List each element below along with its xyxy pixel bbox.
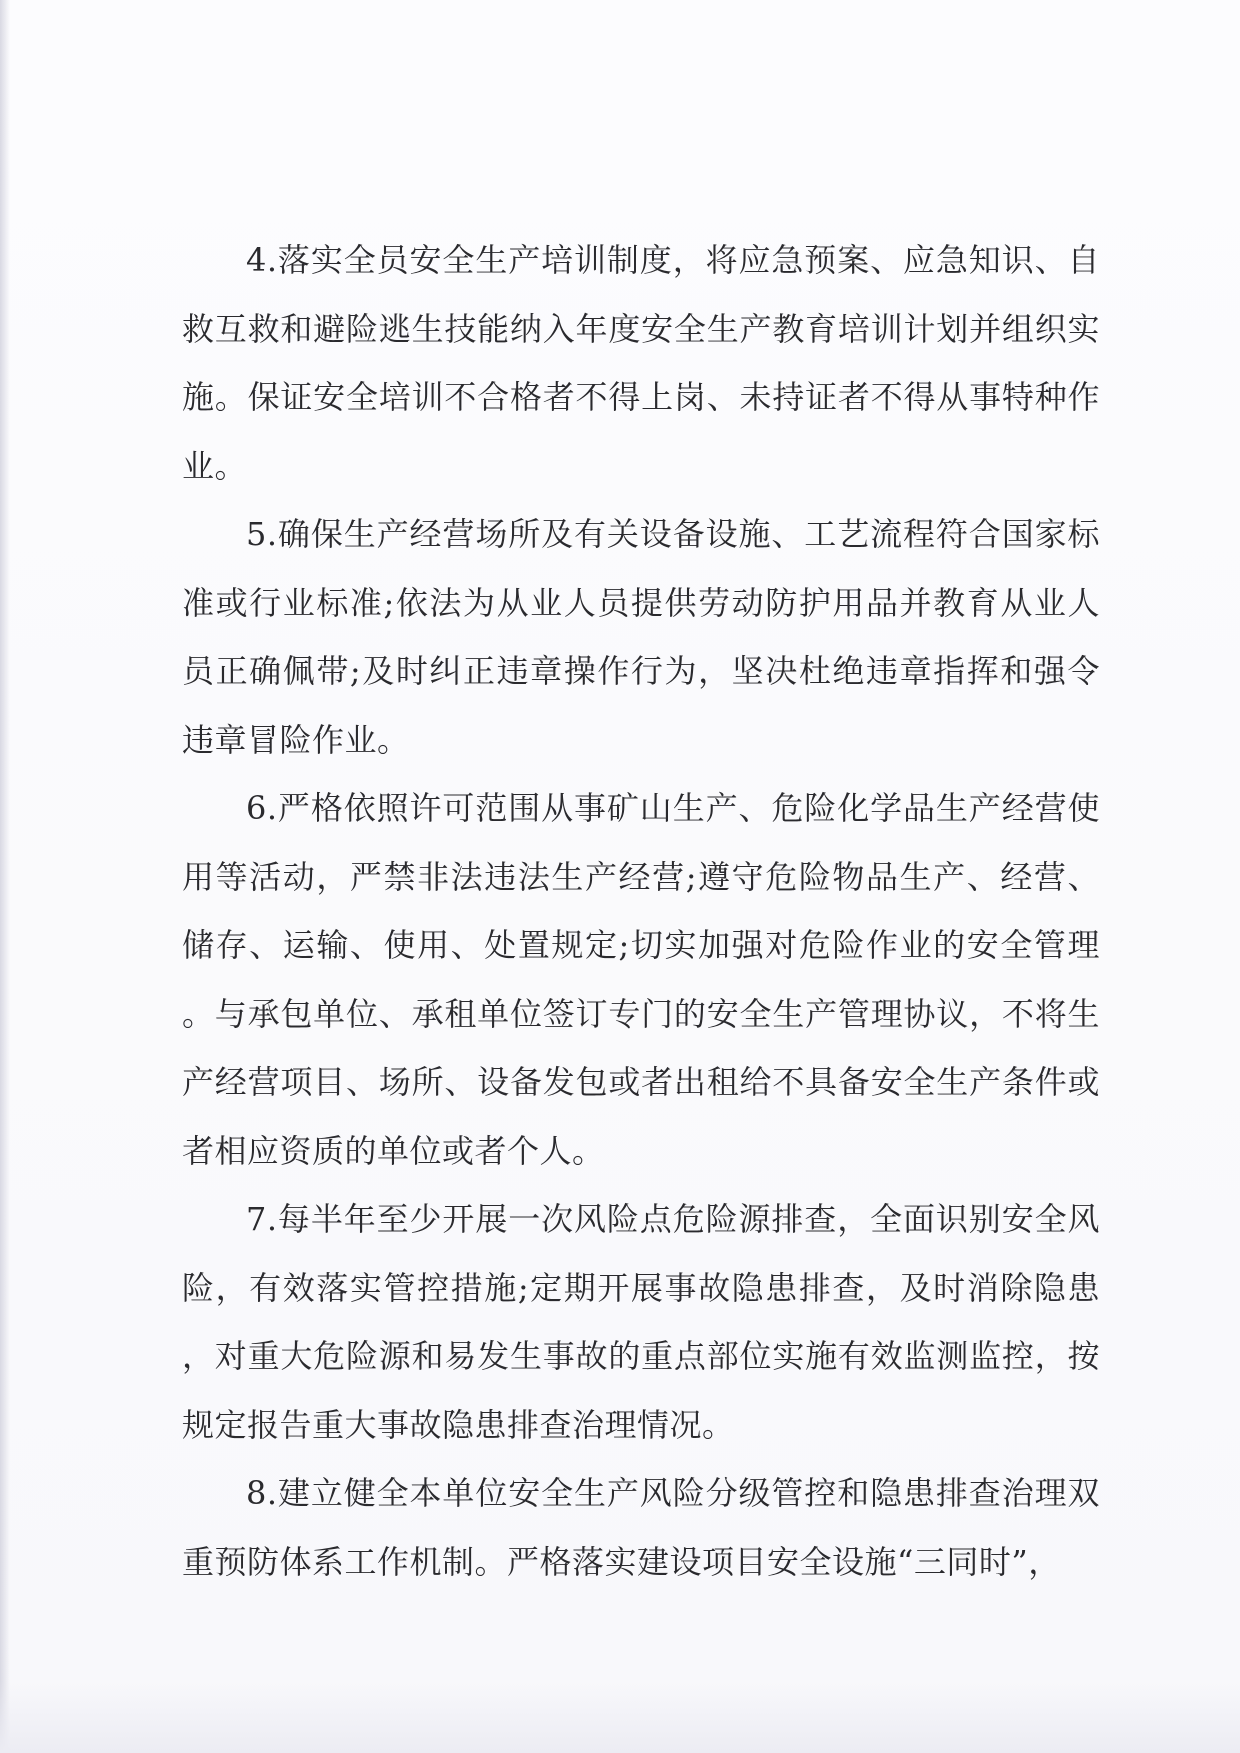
paragraph-item-6: 6.严格依照许可范围从事矿山生产、危险化学品生产经营使用等活动，严禁非法违法生产经营;遵守危险物品生产、经营、储存、运输、使用、处置规定;切实加强对危险作业的安全管理。与承包单位、承租单位签订专门的安全生产管理协议，不将生产经营项目、场所、设备发包或者出租给不具备安全生产条件或者相应资质的单位或者个人。 xyxy=(182,789,1100,1170)
scan-left-edge xyxy=(0,0,10,1753)
paragraph-item-8: 8.建立健全本单位安全生产风险分级管控和隐患排查治理双重预防体系工作机制。严格落实建设项目安全设施“三同时”， xyxy=(182,1474,1100,1581)
scan-bottom-shading xyxy=(0,1681,1240,1753)
paragraph-item-7: 7.每半年至少开展一次风险点危险源排查，全面识别安全风险，有效落实管控措施;定期开展事故隐患排查，及时消除隐患，对重大危险源和易发生事故的重点部位实施有效监测监控，按规定报告重大事故隐患排查治理情况。 xyxy=(182,1200,1100,1444)
paragraph-item-5: 5.确保生产经营场所及有关设备设施、工艺流程符合国家标准或行业标准;依法为从业人员提供劳动防护用品并教育从业人员正确佩带;及时纠正违章操作行为，坚决杜绝违章指挥和强令违章冒险作业。 xyxy=(182,515,1100,759)
document-body xyxy=(182,226,1100,1596)
paragraph-item-4: 4.落实全员安全生产培训制度，将应急预案、应急知识、自救互救和避险逃生技能纳入年度安全生产教育培训计划并组织实施。保证安全培训不合格者不得上岗、未持证者不得从事特种作业。 xyxy=(182,241,1100,485)
